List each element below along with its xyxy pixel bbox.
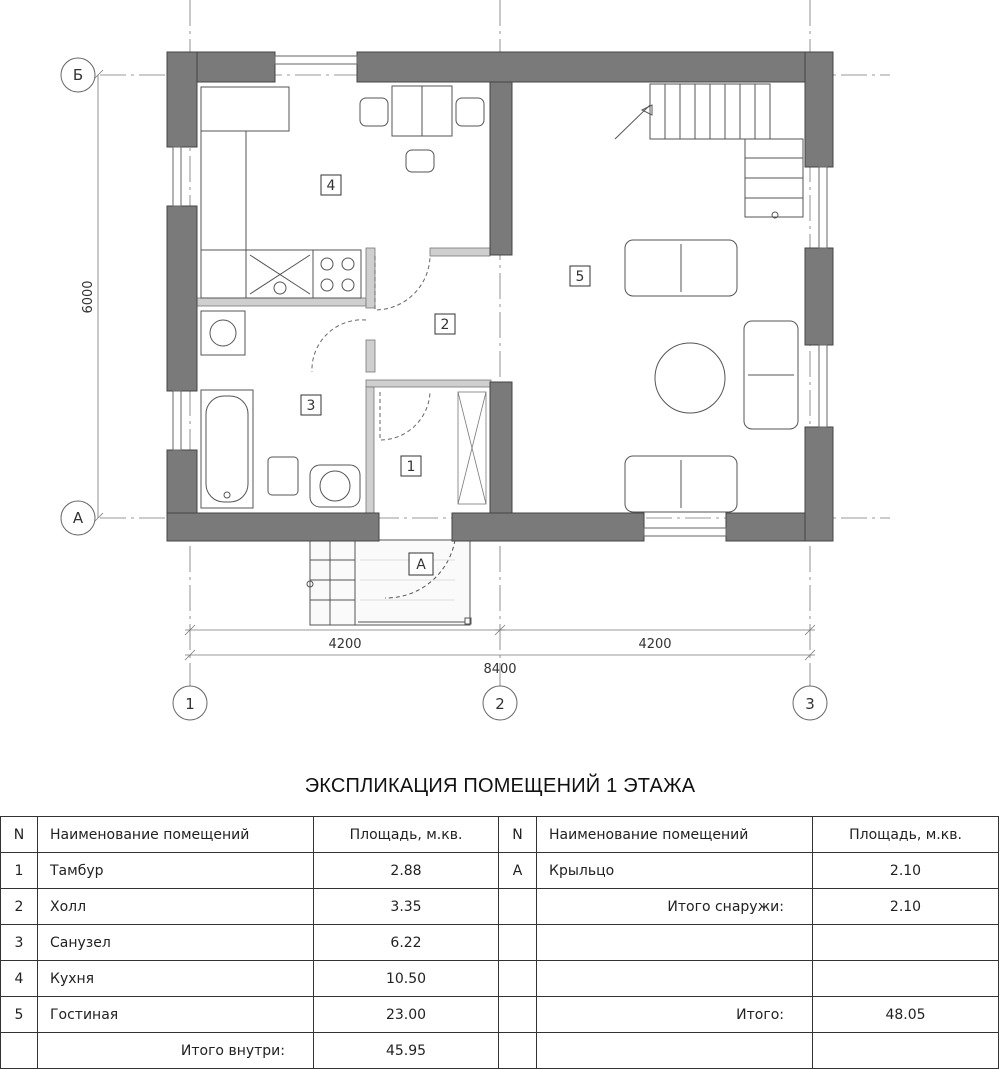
room-tag-1: 1 — [406, 459, 416, 475]
living-furniture — [625, 240, 798, 512]
axis-label-3: 3 — [805, 695, 815, 713]
room-tag-4: 4 — [326, 178, 336, 194]
header-area-2: Площадь, м.кв. — [813, 817, 999, 853]
room-tag-2: 2 — [440, 317, 450, 333]
table-row — [1, 889, 999, 925]
room-tag-a: A — [416, 557, 426, 573]
cell-name: Кухня — [38, 961, 314, 997]
kitchen-furniture — [201, 86, 484, 298]
cell-n-2 — [499, 889, 537, 925]
cell-n-2 — [499, 997, 537, 1033]
cell-total-outside-label: Итого снаружи: — [537, 889, 813, 925]
cell-total-inside-label: Итого внутри: — [38, 1033, 314, 1069]
cell-name-2 — [537, 1033, 813, 1069]
cell-area: 45.95 — [314, 1033, 499, 1069]
table-header-row — [1, 817, 999, 853]
cell-n: 1 — [1, 853, 38, 889]
room-tag-5: 5 — [575, 269, 585, 285]
cell-n: 3 — [1, 925, 38, 961]
room-tag-3: 3 — [306, 398, 316, 414]
dim-right: 4200 — [638, 637, 672, 652]
wardrobe — [458, 392, 486, 504]
cell-area-2: 48.05 — [813, 997, 999, 1033]
cell-area-2 — [813, 1033, 999, 1069]
table-row — [1, 997, 999, 1033]
header-area: Площадь, м.кв. — [314, 817, 499, 853]
cell-n-2 — [499, 961, 537, 997]
cell-n-2: A — [499, 853, 537, 889]
cell-name-2: Крыльцо — [537, 853, 813, 889]
cell-area-2 — [813, 961, 999, 997]
cell-n — [1, 1033, 38, 1069]
header-name: Наименование помещений — [38, 817, 314, 853]
bathroom-fixtures — [201, 311, 360, 508]
cell-area: 23.00 — [314, 997, 499, 1033]
cell-n: 2 — [1, 889, 38, 925]
table-row — [1, 961, 999, 997]
header-name-2: Наименование помещений — [537, 817, 813, 853]
axis-label-1: 1 — [185, 695, 195, 713]
cell-n: 5 — [1, 997, 38, 1033]
cell-name: Тамбур — [38, 853, 314, 889]
cell-area: 2.88 — [314, 853, 499, 889]
header-n-2: N — [499, 817, 537, 853]
porch — [307, 540, 471, 625]
cell-name-2 — [537, 925, 813, 961]
cell-total-label: Итого: — [537, 997, 813, 1033]
staircase — [615, 84, 803, 218]
cell-area: 3.35 — [314, 889, 499, 925]
cell-area-2: 2.10 — [813, 853, 999, 889]
table-row — [1, 925, 999, 961]
axis-label-b: Б — [72, 66, 84, 84]
axis-label-2: 2 — [495, 695, 505, 713]
cell-name-2 — [537, 961, 813, 997]
explication-table — [0, 816, 999, 1069]
table-row — [1, 1033, 999, 1069]
cell-name: Гостиная — [38, 997, 314, 1033]
dim-height: 6000 — [81, 280, 96, 314]
table-row — [1, 853, 999, 889]
cell-area: 10.50 — [314, 961, 499, 997]
cell-area-2: 2.10 — [813, 889, 999, 925]
cell-area-2 — [813, 925, 999, 961]
axis-label-a: А — [72, 509, 84, 527]
cell-n: 4 — [1, 961, 38, 997]
dim-total: 8400 — [483, 662, 517, 677]
header-n: N — [1, 817, 38, 853]
explication-title: ЭКСПЛИКАЦИЯ ПОМЕЩЕНИЙ 1 ЭТАЖА — [304, 775, 696, 797]
cell-name: Санузел — [38, 925, 314, 961]
cell-n-2 — [499, 1033, 537, 1069]
dim-left: 4200 — [328, 637, 362, 652]
cell-name: Холл — [38, 889, 314, 925]
cell-n-2 — [499, 925, 537, 961]
cell-area: 6.22 — [314, 925, 499, 961]
